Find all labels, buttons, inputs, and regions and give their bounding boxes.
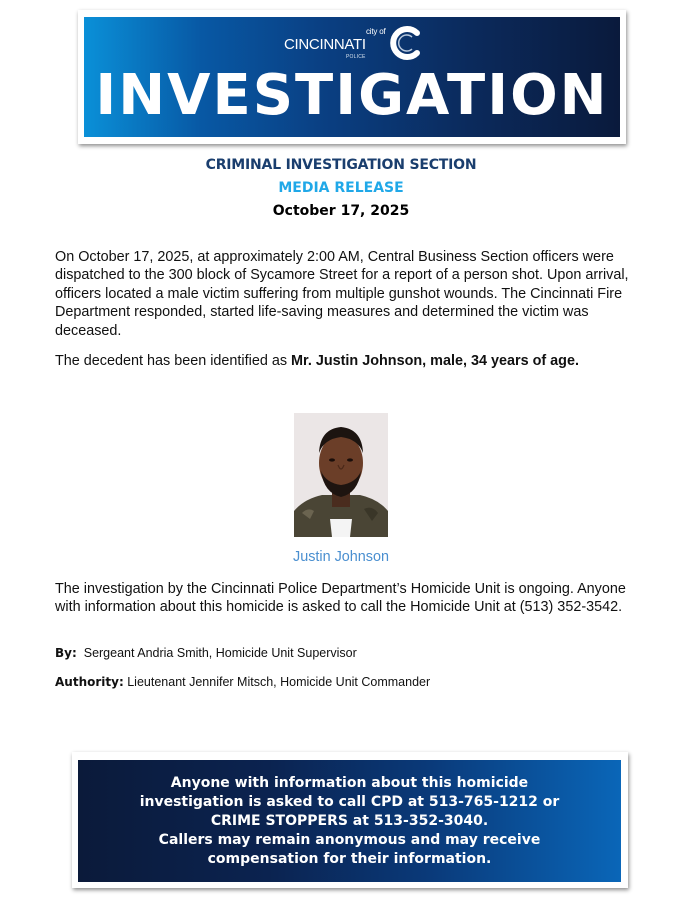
cincinnati-c-logo-icon	[388, 25, 424, 61]
victim-portrait-image	[294, 413, 388, 537]
decedent-paragraph	[55, 352, 655, 370]
by-label: By:	[55, 646, 77, 660]
section-heading: CRIMINAL INVESTIGATION SECTION	[205, 157, 477, 173]
media-release-heading: MEDIA RELEASE	[278, 180, 404, 196]
tip-line-banner-frame	[72, 752, 628, 888]
incident-paragraph: On October 17, 2025, at approximately 2:00 AM, Central Business Section officers were dispatched to the 300 block of Sycamore Street for a report of a person shot. Upon arrival, officers located a male victim suffering from multiple gunshot wounds. The Cincinnati Fire Department responded, started life-saving measures and determined the victim was deceased.	[55, 249, 629, 339]
release-date: October 17, 2025	[272, 203, 410, 219]
tip-line-4: Callers may remain anonymous and may receive	[158, 832, 541, 848]
photo-caption: Justin Johnson	[293, 549, 389, 565]
investigation-paragraph: The investigation by the Cincinnati Police Department’s Homicide Unit is ongoing. Anyone with information about this homicide is asked to call the Homicide Unit at (513) 352-3542.	[55, 581, 626, 616]
authority-line	[55, 675, 430, 689]
tip-line-3: CRIME STOPPERS at 513-352-3040.	[210, 813, 489, 829]
investigation-banner-frame	[78, 10, 626, 144]
authority-label: Authority:	[55, 675, 124, 689]
logo-city-name: CINCINNATI	[284, 36, 366, 53]
tip-line-2: investigation is asked to call CPD at 513-765-1212 or	[139, 794, 560, 810]
authority-value: Lieutenant Jennifer Mitsch, Homicide Unit Commander	[127, 675, 431, 689]
banner-title: INVESTIGATION	[95, 63, 609, 128]
cincinnati-police-logo	[284, 25, 434, 65]
tip-line-banner	[78, 760, 621, 882]
tip-line-1: Anyone with information about this homicide	[170, 775, 529, 791]
decedent-intro: The decedent has been identified as	[55, 353, 292, 369]
by-line	[55, 646, 357, 660]
tip-line-5: compensation for their information.	[207, 851, 492, 867]
logo-department: POLICE	[346, 54, 366, 60]
by-value: Sergeant Andria Smith, Homicide Unit Supervisor	[83, 646, 357, 660]
logo-city-of: city of	[366, 27, 386, 36]
investigation-banner	[84, 17, 620, 137]
victim-photo	[294, 413, 388, 537]
tip-line-text	[78, 774, 621, 869]
decedent-identity: Mr. Justin Johnson, male, 34 years of age.	[291, 353, 579, 369]
